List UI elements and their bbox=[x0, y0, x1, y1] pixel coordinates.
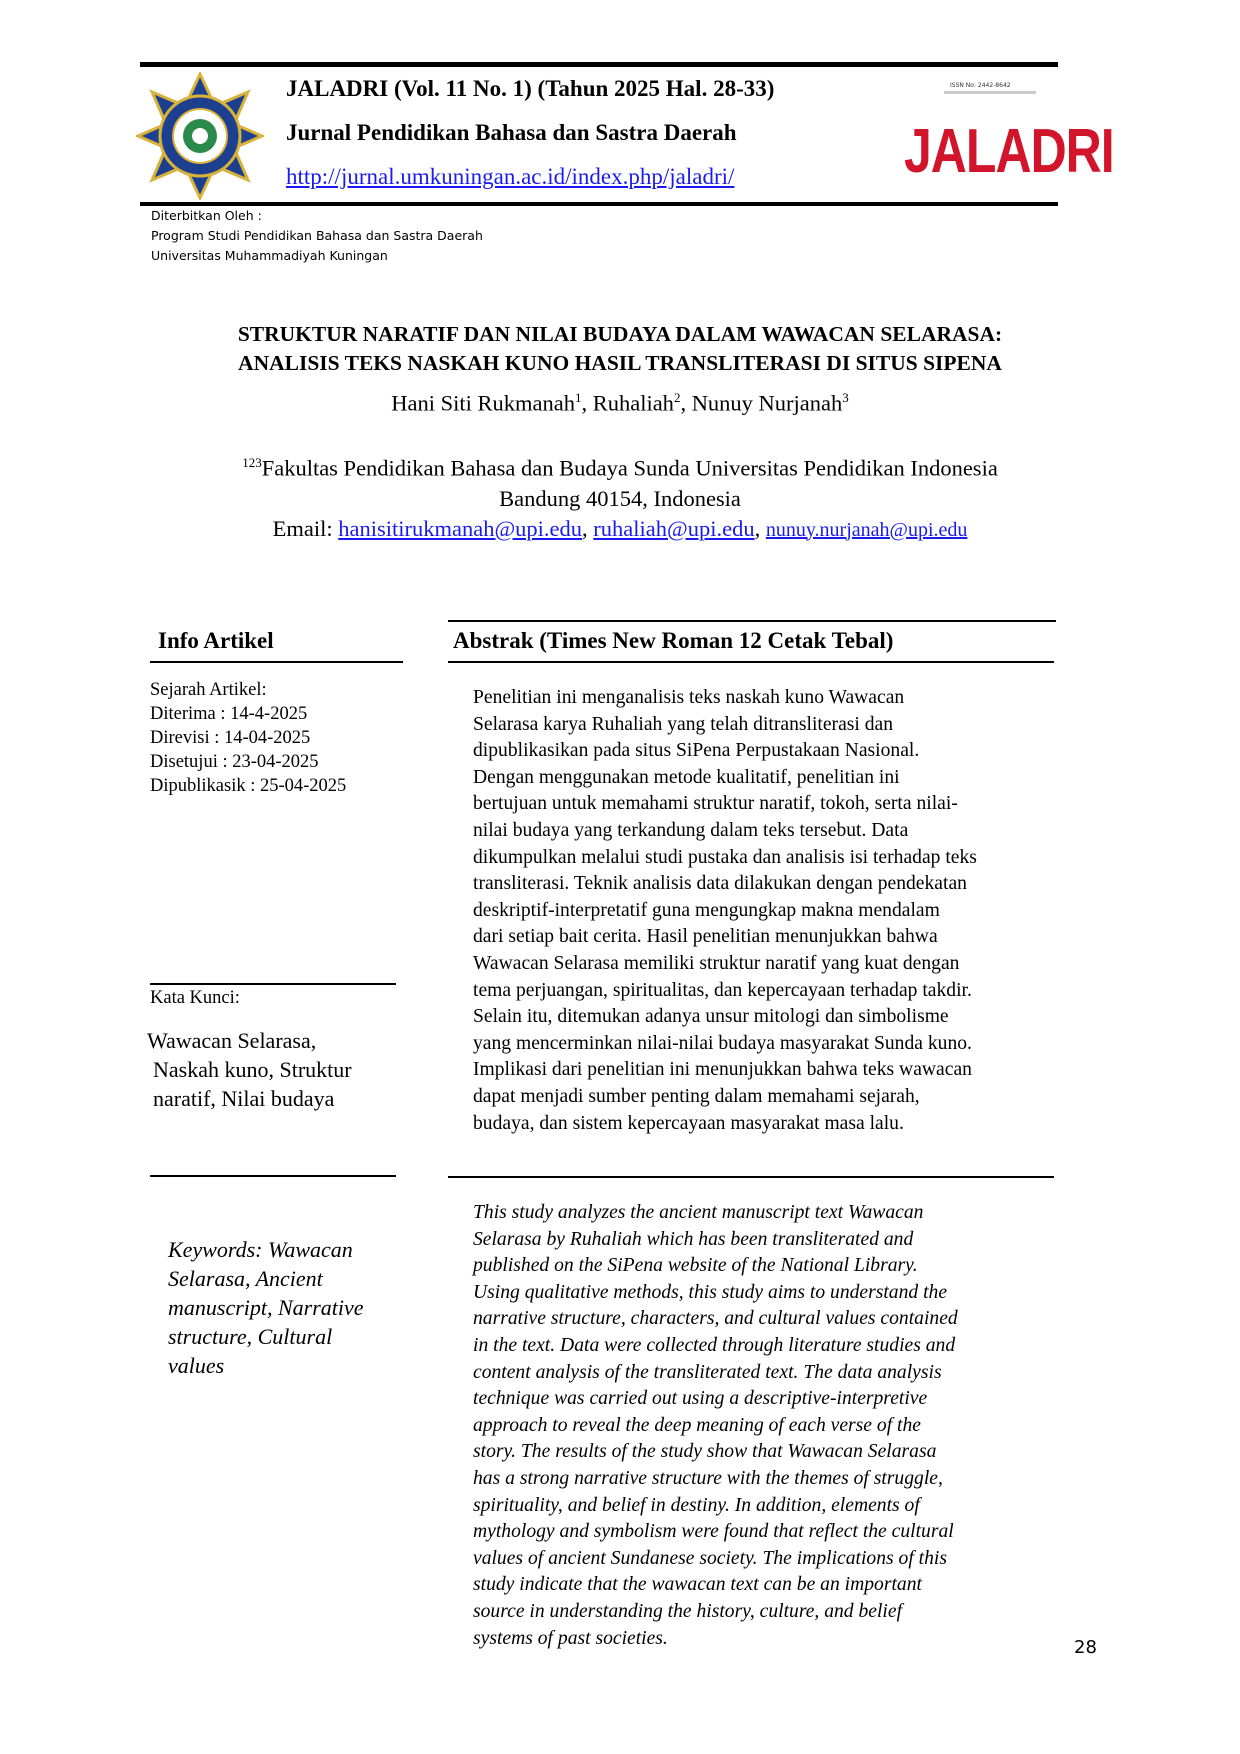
abstract-line: dipublikasikan pada situs SiPena Perpustakaan Nasional. bbox=[473, 740, 920, 762]
author-name: Hani Siti Rukmanah bbox=[391, 390, 575, 416]
abstract-english-line: values of ancient Sundanese society. The implications of this bbox=[473, 1547, 947, 1569]
published-date: Dipublikasik : 25-04-2025 bbox=[150, 776, 347, 796]
affiliation-line-2: Bandung 40154, Indonesia bbox=[499, 485, 741, 511]
abstract-english-line: content analysis of the transliterated text. The data analysis bbox=[473, 1361, 942, 1383]
kata-kunci-top-rule bbox=[150, 983, 396, 985]
keywords-line: values bbox=[168, 1353, 225, 1378]
abstract-english-line: study indicate that the wawacan text can be an important bbox=[473, 1574, 922, 1596]
author-affiliation-number: 1 bbox=[574, 390, 582, 405]
abstract-line: transliterasi. Teknik analisis data dilakukan dengan pendekatan bbox=[473, 873, 967, 895]
kata-kunci-list bbox=[147, 1026, 352, 1113]
publisher-label: Diterbitkan Oleh : bbox=[151, 208, 262, 223]
email-link-1[interactable]: hanisitirukmanah@upi.edu bbox=[338, 515, 583, 541]
abstract-heading-rule bbox=[448, 661, 1054, 663]
logo-issn-text: ISSN No: 2442-8642 bbox=[950, 82, 1011, 89]
abstract-english-line: in the text. Data were collected through literature studies and bbox=[473, 1334, 956, 1356]
email-link-3[interactable]: nunuy.nurjanah@upi.edu bbox=[765, 518, 968, 541]
abstract-line: tema perjuangan, spiritualitas, dan kepercayaan terhadap takdir. bbox=[473, 979, 972, 1001]
abstract-english-line: Using qualitative methods, this study aims to understand the bbox=[473, 1281, 948, 1303]
keywords-line: Keywords: Wawacan bbox=[168, 1237, 353, 1262]
abstract-english-line: Selarasa by Ruhaliah which has been transliterated and bbox=[473, 1228, 914, 1250]
paper-title-line-1: STRUKTUR NARATIF DAN NILAI BUDAYA DALAM WAWACAN SELARASA: bbox=[237, 322, 1003, 346]
abstract-indonesian bbox=[473, 685, 1055, 1137]
abstract-english-line: mythology and symbolism were found that reflect the cultural bbox=[473, 1521, 954, 1543]
abstract-line: deskriptif-interpretatif guna mengungkap makna mendalam bbox=[473, 899, 940, 921]
journal-volume-line: JALADRI (Vol. 11 No. 1) (Tahun 2025 Hal. 28-33) bbox=[286, 76, 775, 101]
abstract-line: Dengan menggunakan metode kualitatif, penelitian ini bbox=[473, 766, 900, 788]
abstract-english-line: has a strong narrative structure with the themes of struggle, bbox=[473, 1467, 943, 1489]
abstract-line: yang mencerminkan nilai-nilai budaya masyarakat Sunda kuno. bbox=[473, 1032, 972, 1054]
paper-title-line-2: ANALISIS TEKS NASKAH KUNO HASIL TRANSLITERASI DI SITUS SIPENA bbox=[238, 351, 1002, 375]
abstract-english-line: approach to reveal the deep meaning of each verse of the bbox=[473, 1414, 921, 1436]
abstract-line: Implikasi dari penelitian ini menunjukkan bahwa teks wawacan bbox=[473, 1059, 972, 1081]
received-date: Diterima : 14-4-2025 bbox=[150, 704, 308, 724]
keywords-line: structure, Cultural bbox=[168, 1324, 333, 1349]
article-history bbox=[150, 678, 346, 798]
affiliation-line-1: Fakultas Pendidikan Bahasa dan Budaya Sunda Universitas Pendidikan Indonesia bbox=[261, 455, 998, 481]
kata-kunci-line: Naskah kuno, Struktur bbox=[153, 1057, 352, 1082]
abstract-line: Penelitian ini menganalisis teks naskah kuno Wawacan bbox=[473, 687, 905, 708]
university-emblem-logo bbox=[136, 72, 264, 200]
abstract-line: dapat menjadi sumber penting dalam memahami sejarah, bbox=[473, 1085, 920, 1107]
approved-date: Disetujui : 23-04-2025 bbox=[150, 752, 319, 772]
author-name: Nunuy Nurjanah bbox=[691, 390, 843, 416]
abstract-top-rule bbox=[448, 620, 1056, 622]
abstract-english-line: systems of past societies. bbox=[473, 1627, 668, 1649]
info-heading-rule bbox=[150, 661, 403, 663]
abstract-english-line: story. The results of the study show that Wawacan Selarasa bbox=[473, 1441, 937, 1463]
abstract-english bbox=[473, 1200, 1039, 1652]
affiliation-number: 123 bbox=[242, 455, 262, 470]
info-artikel-heading: Info Artikel bbox=[158, 628, 274, 653]
author-list: Hani Siti Rukmanah$^1$, Ruhaliah$^2$, Nunuy Nurjanah$^3$ bbox=[391, 390, 849, 416]
abstract-english-line: published on the SiPena website of the National Library. bbox=[473, 1255, 918, 1277]
keywords-line: manuscript, Narrative bbox=[168, 1295, 364, 1320]
keywords-line: Selarasa, Ancient bbox=[168, 1266, 323, 1291]
affiliation bbox=[90, 448, 1150, 545]
kata-kunci-bottom-rule bbox=[150, 1175, 396, 1177]
abstract-line: dari setiap bait cerita. Hasil penelitian menunjukkan bahwa bbox=[473, 926, 938, 948]
abstract-line: bertujuan untuk memahami struktur naratif, tokoh, serta nilai- bbox=[473, 793, 958, 815]
abstract-line: Wawacan Selarasa memiliki struktur naratif yang kuat dengan bbox=[473, 952, 960, 974]
abstract-english-line: narrative structure, characters, and cultural values contained bbox=[473, 1308, 958, 1330]
email-label: Email: bbox=[272, 515, 333, 541]
abstract-english-line: source in understanding the history, culture, and belief bbox=[473, 1600, 903, 1622]
header-top-rule bbox=[140, 62, 1058, 67]
abstract-bottom-rule bbox=[448, 1176, 1054, 1178]
kata-kunci-line: naratif, Nilai budaya bbox=[153, 1086, 335, 1111]
abstract-english-line: This study analyzes the ancient manuscript text Wawacan bbox=[473, 1202, 924, 1223]
publisher-program: Program Studi Pendidikan Bahasa dan Sastra Daerah bbox=[151, 228, 483, 243]
abstract-line: Selarasa karya Ruhaliah yang telah ditransliterasi dan bbox=[473, 713, 894, 735]
kata-kunci-line: Wawacan Selarasa, bbox=[147, 1028, 317, 1053]
author-affiliation-number: 2 bbox=[673, 390, 681, 405]
abstract-line: budaya, dan sistem kepercayaan masyarakat masa lalu. bbox=[473, 1112, 904, 1134]
abstract-heading: Abstrak (Times New Roman 12 Cetak Tebal) bbox=[453, 628, 894, 653]
journal-url-link[interactable]: http://jurnal.umkuningan.ac.id/index.php/jaladri/ bbox=[286, 164, 735, 189]
email-link-2[interactable]: ruhaliah@upi.edu bbox=[593, 515, 755, 541]
abstract-english-line: technique was carried out using a descriptive-interpretive bbox=[473, 1388, 928, 1410]
paper-title bbox=[90, 320, 1150, 378]
jaladri-logo bbox=[904, 80, 1114, 190]
english-keywords bbox=[168, 1235, 364, 1380]
author-affiliation-number: 3 bbox=[842, 390, 849, 405]
journal-subtitle: Jurnal Pendidikan Bahasa dan Sastra Daerah bbox=[286, 120, 737, 145]
author-name: Ruhaliah bbox=[592, 390, 674, 416]
history-label: Sejarah Artikel: bbox=[150, 680, 267, 700]
logo-wordmark: JALADRI bbox=[904, 115, 1114, 186]
abstract-line: dikumpulkan melalui studi pustaka dan analisis isi terhadap teks bbox=[473, 846, 977, 868]
email-line: Email: hanisitirukmanah@upi.edu, ruhaliah@upi.edu, nunuy.nurjanah@upi.edu bbox=[272, 515, 968, 541]
abstract-line: Selain itu, ditemukan adanya unsur mitologi dan simbolisme bbox=[473, 1006, 949, 1028]
page-number: 28 bbox=[1074, 1637, 1097, 1658]
kata-kunci-label: Kata Kunci: bbox=[150, 988, 240, 1008]
abstract-english-line: spirituality, and belief in destiny. In addition, elements of bbox=[473, 1494, 920, 1516]
revised-date: Direvisi : 14-04-2025 bbox=[150, 728, 311, 748]
abstract-line: nilai budaya yang terkandung dalam teks tersebut. Data bbox=[473, 819, 909, 841]
publisher-university: Universitas Muhammadiyah Kuningan bbox=[151, 248, 388, 263]
